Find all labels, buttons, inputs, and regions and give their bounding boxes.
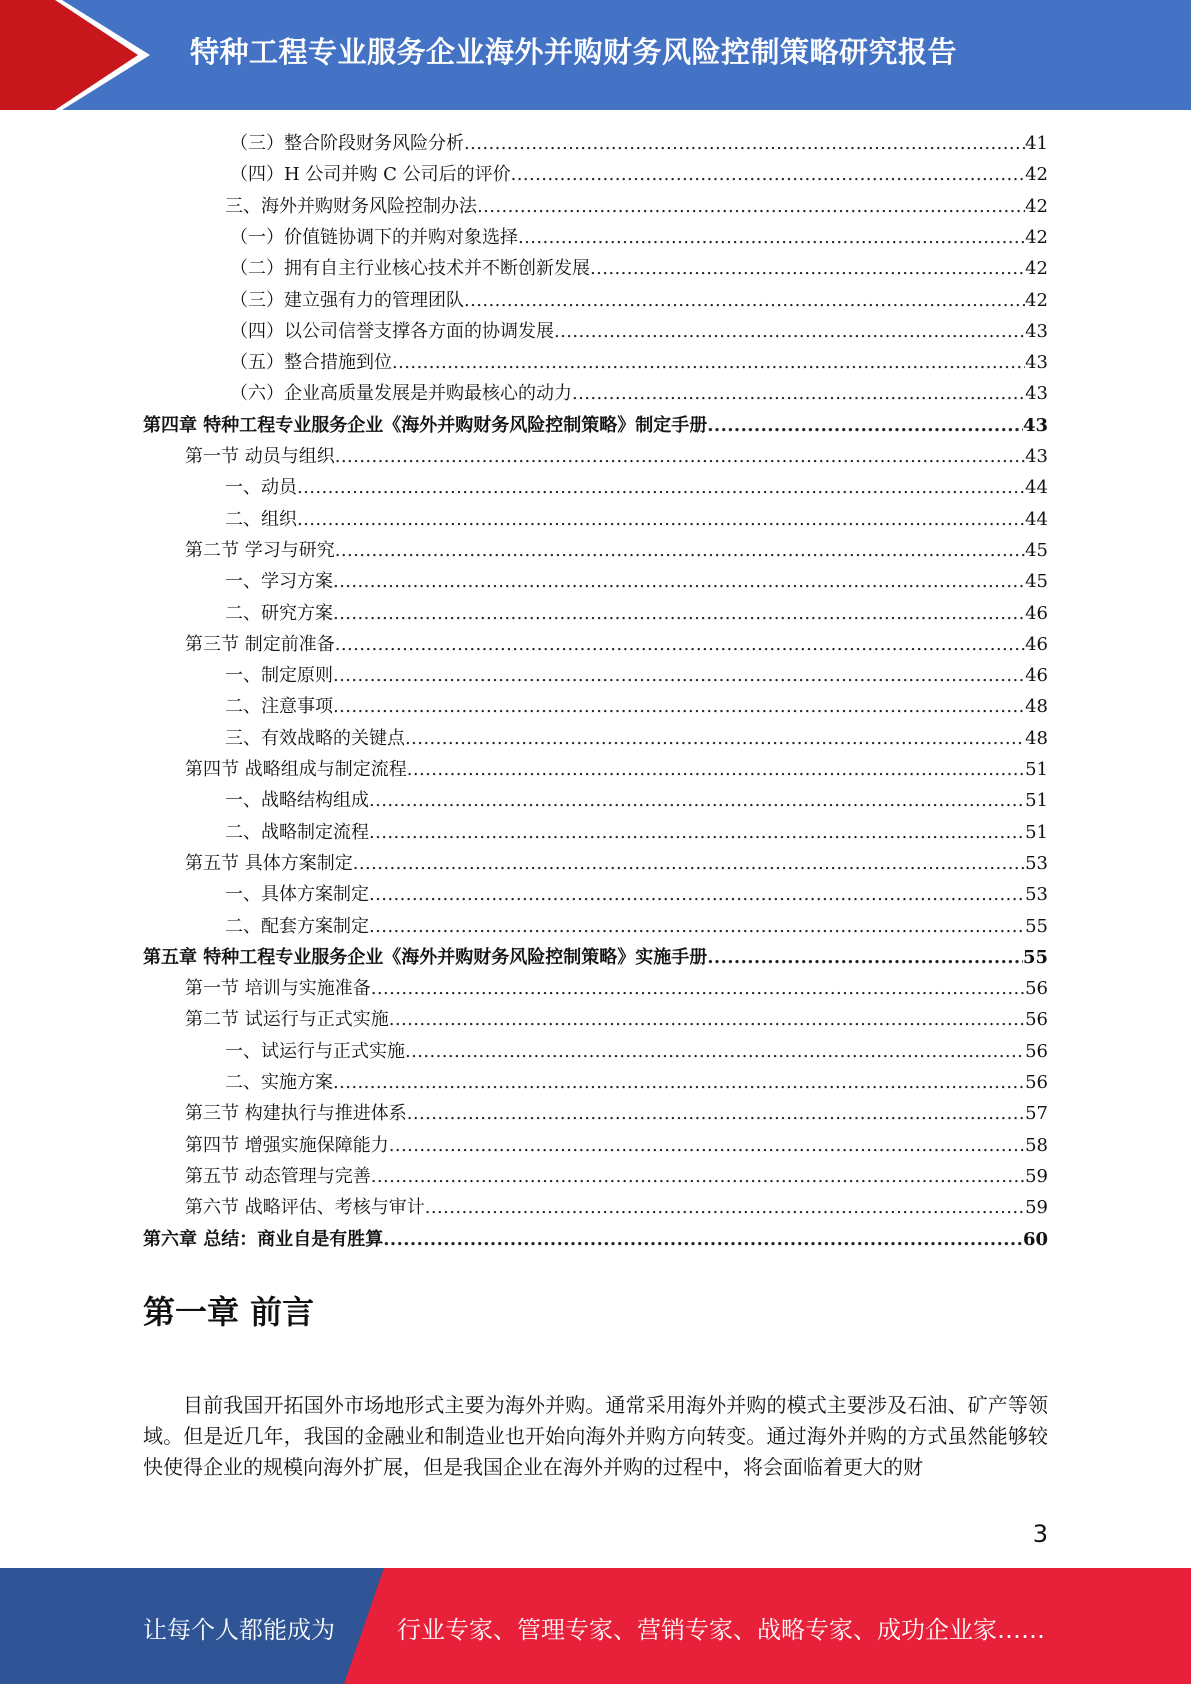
toc-dot-leader: [464, 128, 1025, 159]
toc-entry[interactable]: [225, 817, 1048, 848]
toc-dot-leader: [297, 472, 1025, 503]
toc-entry-title: 三、有效战略的关键点: [225, 728, 405, 749]
toc-entry-title: （四）以公司信誉支撑各方面的协调发展: [230, 321, 554, 342]
toc-entry[interactable]: [230, 378, 1048, 409]
toc-page-number: 45: [1025, 540, 1048, 561]
toc-entry-title: 一、具体方案制定: [225, 884, 369, 905]
footer-slogan-right: 行业专家、管理专家、营销专家、战略专家、成功企业家……: [397, 1616, 1045, 1644]
toc-page-number: 43: [1022, 415, 1048, 436]
toc-entry[interactable]: [230, 159, 1048, 190]
toc-entry-title: （六）企业高质量发展是并购最核心的动力: [230, 383, 572, 404]
toc-entry[interactable]: [185, 535, 1048, 566]
toc-entry[interactable]: [185, 1098, 1048, 1129]
toc-page-number: 42: [1025, 196, 1048, 217]
toc-entry-title: 第二节 学习与研究: [185, 540, 335, 561]
toc-page-number: 43: [1025, 383, 1048, 404]
toc-entry-title: （一）价值链协调下的并购对象选择: [230, 227, 518, 248]
toc-entry[interactable]: [225, 1036, 1048, 1067]
toc-entry-title: 第四节 增强实施保障能力: [185, 1135, 389, 1156]
toc-entry[interactable]: [225, 598, 1048, 629]
toc-entry-title: 一、试运行与正式实施: [225, 1041, 405, 1062]
toc-entry[interactable]: [230, 316, 1048, 347]
toc-dot-leader: [333, 598, 1025, 629]
toc-dot-leader: [407, 754, 1025, 785]
toc-entry-title: 第五节 动态管理与完善: [185, 1166, 371, 1187]
toc-page-number: 48: [1025, 696, 1048, 717]
toc-entry-title: 二、注意事项: [225, 696, 333, 717]
toc-page-number: 57: [1025, 1103, 1048, 1124]
toc-page-number: 55: [1022, 947, 1048, 968]
body-text: [143, 1390, 1048, 1483]
toc-entry[interactable]: [185, 1192, 1048, 1223]
toc-page-number: 56: [1025, 1009, 1048, 1030]
toc-entry-title: 第五节 具体方案制定: [185, 853, 353, 874]
toc-entry[interactable]: [225, 504, 1048, 535]
toc-entry[interactable]: [185, 848, 1048, 879]
toc-entry-title: （四）H 公司并购 C 公司后的评价: [230, 164, 511, 185]
toc-entry[interactable]: [185, 1161, 1048, 1192]
toc-entry-title: 第一节 动员与组织: [185, 446, 335, 467]
toc-page-number: 56: [1025, 1072, 1048, 1093]
toc-entry[interactable]: [185, 1004, 1048, 1035]
toc-entry-title: （五）整合措施到位: [230, 352, 392, 373]
toc-dot-leader: [371, 1161, 1025, 1192]
toc-entry-title: （二）拥有自主行业核心技术并不断创新发展: [230, 258, 590, 279]
toc-dot-leader: [333, 1067, 1025, 1098]
toc-entry-title: 第六章 总结：商业自是有胜算: [143, 1229, 384, 1250]
toc-page-number: 43: [1025, 446, 1048, 467]
toc-dot-leader: [425, 1192, 1025, 1223]
toc-dot-leader: [369, 879, 1025, 910]
toc-page-number: 51: [1025, 759, 1048, 780]
toc-entry[interactable]: [225, 472, 1048, 503]
toc-page-number: 59: [1025, 1197, 1048, 1218]
toc-entry[interactable]: [185, 754, 1048, 785]
toc-dot-leader: [383, 1224, 1023, 1255]
toc-page-number: 46: [1025, 634, 1048, 655]
toc-page-number: 48: [1025, 728, 1048, 749]
toc-chapter-entry[interactable]: [143, 942, 1048, 973]
toc-entry-title: 第一节 培训与实施准备: [185, 978, 371, 999]
toc-dot-leader: [707, 410, 1023, 441]
toc-entry-title: 第四章 特种工程专业服务企业《海外并购财务风险控制策略》制定手册: [143, 415, 708, 436]
toc-entry[interactable]: [185, 1130, 1048, 1161]
toc-dot-leader: [369, 911, 1025, 942]
toc-entry-title: 第二节 试运行与正式实施: [185, 1009, 389, 1030]
page-number: 3: [1032, 1520, 1048, 1548]
toc-dot-leader: [407, 1098, 1025, 1129]
toc-page-number: 42: [1025, 164, 1048, 185]
toc-dot-leader: [511, 159, 1025, 190]
toc-dot-leader: [405, 723, 1025, 754]
document-title: 特种工程专业服务企业海外并购财务风险控制策略研究报告: [190, 35, 958, 69]
toc-page-number: 60: [1022, 1229, 1048, 1250]
toc-dot-leader: [353, 848, 1025, 879]
toc-page-number: 56: [1025, 978, 1048, 999]
toc-entry[interactable]: [225, 191, 1048, 222]
toc-entry[interactable]: [185, 441, 1048, 472]
toc-entry[interactable]: [225, 911, 1048, 942]
toc-entry[interactable]: [225, 566, 1048, 597]
toc-entry-title: 二、战略制定流程: [225, 822, 369, 843]
toc-entry[interactable]: [230, 222, 1048, 253]
toc-entry[interactable]: [225, 691, 1048, 722]
page-header: [0, 0, 1191, 110]
toc-page-number: 44: [1025, 509, 1048, 530]
toc-entry[interactable]: [225, 879, 1048, 910]
toc-entry-title: 一、制定原则: [225, 665, 333, 686]
header-arrow-decoration: [0, 0, 160, 110]
toc-entry-title: 一、动员: [225, 477, 297, 498]
toc-dot-leader: [371, 973, 1025, 1004]
toc-page-number: 53: [1025, 884, 1048, 905]
toc-dot-leader: [389, 1004, 1025, 1035]
toc-entry-title: 第四节 战略组成与制定流程: [185, 759, 407, 780]
toc-entry[interactable]: [185, 973, 1048, 1004]
toc-entry-title: 第六节 战略评估、考核与审计: [185, 1197, 425, 1218]
toc-entry-title: 二、研究方案: [225, 603, 333, 624]
toc-page-number: 42: [1025, 227, 1048, 248]
toc-entry-title: 一、学习方案: [225, 571, 333, 592]
toc-dot-leader: [297, 504, 1025, 535]
toc-entry-title: 二、组织: [225, 509, 297, 530]
toc-page-number: 46: [1025, 603, 1048, 624]
toc-entry[interactable]: [230, 128, 1048, 159]
toc-entry[interactable]: [225, 723, 1048, 754]
toc-dot-leader: [554, 316, 1025, 347]
toc-page-number: 43: [1025, 352, 1048, 373]
toc-dot-leader: [333, 566, 1025, 597]
toc-page-number: 43: [1025, 321, 1048, 342]
intro-paragraph: 目前我国开拓国外市场地形式主要为海外并购。通常采用海外并购的模式主要涉及石油、矿产等领域。但是近几年，我国的金融业和制造业也开始向海外并购方向转变。通过海外并购的方式虽然能够较快使得企业的规模向海外扩展，但是我国企业在海外并购的过程中，将会面临着更大的财: [143, 1393, 1048, 1479]
toc-page-number: 58: [1025, 1135, 1048, 1156]
toc-entry[interactable]: [230, 253, 1048, 284]
toc-page-number: 59: [1025, 1166, 1048, 1187]
footer-slogan-left: 让每个人都能成为: [143, 1616, 335, 1644]
toc-entry-title: （三）整合阶段财务风险分析: [230, 133, 464, 154]
toc-dot-leader: [333, 660, 1025, 691]
toc-entry[interactable]: [185, 629, 1048, 660]
toc-dot-leader: [477, 191, 1025, 222]
toc-page-number: 44: [1025, 477, 1048, 498]
toc-entry-title: 一、战略结构组成: [225, 790, 369, 811]
toc-entry-title: 二、实施方案: [225, 1072, 333, 1093]
toc-chapter-entry[interactable]: [143, 1224, 1048, 1255]
toc-entry[interactable]: [230, 347, 1048, 378]
toc-page-number: 55: [1025, 916, 1048, 937]
toc-dot-leader: [405, 1036, 1025, 1067]
toc-dot-leader: [707, 942, 1023, 973]
toc-entry[interactable]: [225, 785, 1048, 816]
toc-entry-title: 三、海外并购财务风险控制办法: [225, 196, 477, 217]
toc-dot-leader: [369, 785, 1025, 816]
toc-entry-title: 第五章 特种工程专业服务企业《海外并购财务风险控制策略》实施手册: [143, 947, 708, 968]
toc-entry-title: 第三节 构建执行与推进体系: [185, 1103, 407, 1124]
toc-dot-leader: [369, 817, 1025, 848]
toc-dot-leader: [389, 1130, 1025, 1161]
toc-page-number: 42: [1025, 258, 1048, 279]
toc-entry-title: （三）建立强有力的管理团队: [230, 290, 464, 311]
toc-dot-leader: [590, 253, 1025, 284]
toc-dot-leader: [518, 222, 1025, 253]
toc-page-number: 51: [1025, 822, 1048, 843]
toc-entry-title: 二、配套方案制定: [225, 916, 369, 937]
toc-entry-title: 第三节 制定前准备: [185, 634, 335, 655]
toc-dot-leader: [335, 629, 1025, 660]
chapter-heading: 第一章 前言: [143, 1293, 315, 1331]
toc-page-number: 46: [1025, 665, 1048, 686]
toc-page-number: 56: [1025, 1041, 1048, 1062]
page-footer: [0, 1568, 1191, 1684]
toc-entry[interactable]: [225, 660, 1048, 691]
toc-dot-leader: [335, 441, 1025, 472]
toc-dot-leader: [572, 378, 1025, 409]
toc-dot-leader: [464, 285, 1025, 316]
toc-chapter-entry[interactable]: [143, 410, 1048, 441]
toc-page-number: 53: [1025, 853, 1048, 874]
toc-dot-leader: [392, 347, 1025, 378]
toc-page-number: 42: [1025, 290, 1048, 311]
toc-entry[interactable]: [225, 1067, 1048, 1098]
toc-entry[interactable]: [230, 285, 1048, 316]
toc-page-number: 51: [1025, 790, 1048, 811]
toc-page-number: 41: [1025, 133, 1048, 154]
toc-dot-leader: [333, 691, 1025, 722]
toc-dot-leader: [335, 535, 1025, 566]
toc-page-number: 45: [1025, 571, 1048, 592]
